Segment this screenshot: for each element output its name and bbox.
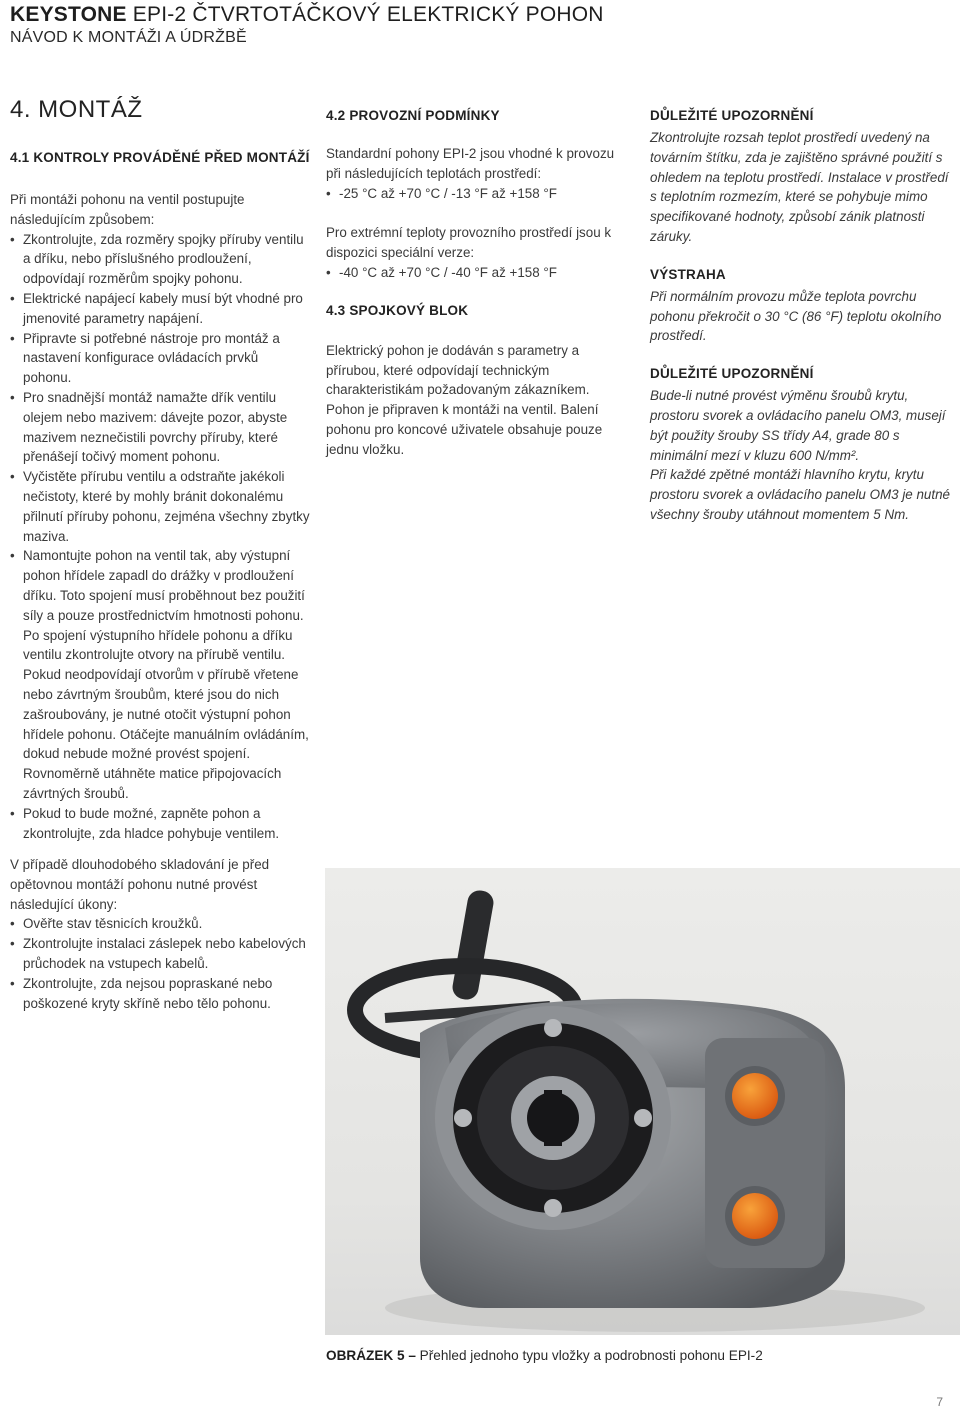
list-item: • Vyčistěte přírubu ventilu a odstraňte jakékoli nečistoty, které by mohly bránit dokonalému přilnutí příruby pohonu, zejména všechny zbytky maziva. bbox=[10, 467, 310, 546]
list-item: • Pro snadnější montáž namažte dřík ventilu olejem nebo mazivem: dávejte pozor, abyste mazivem neznečistili povrchy příruby, které přenášejí točivý moment pohonu. bbox=[10, 388, 310, 467]
actuator-photo bbox=[325, 868, 960, 1335]
figure-caption bbox=[326, 1348, 763, 1363]
brand-name: KEYSTONE bbox=[10, 3, 127, 26]
list-item: • -25 °C až +70 °C / -13 °F až +158 °F bbox=[326, 184, 626, 204]
document-header bbox=[10, 2, 950, 48]
warning-text: Při normálním provozu může teplota povrchu pohonu překročit o 30 °C (86 °F) teplotu okolního prostředí. bbox=[650, 288, 942, 344]
list-item: • Ověřte stav těsnicích kroužků. bbox=[10, 914, 310, 934]
storage-section bbox=[10, 855, 310, 1013]
list-item: • Připravte si potřebné nástroje pro montáž a nastavení konfigurace ovládacích prvků pohonu. bbox=[10, 329, 310, 388]
list-item: • Namontujte pohon na ventil tak, aby výstupní pohon hřídele zapadl do drážky v prodloužení dříku. Toto spojení musí proběhnout bez použití síly a pouze prostřednictvím hmotnosti pohonu. Po spojení výstupního hřídele pohonu a dříku ventilu zkontrolujte otvory na přírubě ventilu. Pokud neodpovídají otvorům v přírubě vřetene nebo závrtným šroubům, které jsou do nich zašroubovány, je nutné otočit výstupní pohon hřídele pohonu. Otáčejte manuálním ovládáním, dokud nebude možné provést spojení. Rovnoměrně utáhněte matice připojovacích závrtných šroubů. bbox=[10, 546, 310, 803]
note-text: Bude-li nutné provést výměnu šroubů krytu, prostoru svorek a ovládacího panelu OM3, musejí být použity šrouby SS třídy A4, grade 80 s minimální mezí v kluzu 600 N/mm². bbox=[650, 388, 946, 463]
list-item: • -40 °C až +70 °C / -40 °F až +158 °F bbox=[326, 263, 626, 283]
actuator-illustration bbox=[325, 868, 960, 1335]
list-item: • Zkontrolujte, zda nejsou popraskané nebo poškozené kryty skříně nebo tělo pohonu. bbox=[10, 974, 310, 1014]
section-4-2-text-1: Standardní pohony EPI-2 jsou vhodné k provozu při následujících teplotách prostředí: bbox=[326, 146, 615, 181]
figure-caption-text: Přehled jednoho typu vložky a podrobnosti pohonu EPI-2 bbox=[415, 1348, 763, 1363]
note-text: Zkontrolujte rozsah teplot prostředí uvedený na továrním štítku, zda je zajištěno správné použití s ohledem na teplotu prostředí. Instalace v prostředí s teplotním rozmezím, které se pohybuje mimo specifikované hodnoty, způsobí zánik platnosti záruky. bbox=[650, 130, 949, 244]
storage-list bbox=[10, 914, 310, 1013]
figure-label: OBRÁZEK 5 – bbox=[326, 1348, 416, 1363]
list-item: • Zkontrolujte, zda rozměry spojky příruby ventilu a dříku, nebo příslušného prodloužení, odpovídají rozměrům spojky pohonu. bbox=[10, 230, 310, 289]
list-item: • Pokud to bude možné, zapněte pohon a zkontrolujte, zda hladce pohybuje ventilem. bbox=[10, 804, 310, 844]
section-title: 4. MONTÁŽ bbox=[10, 96, 143, 123]
page-number: 7 bbox=[936, 1395, 943, 1409]
section-4-1-heading: 4.1 KONTROLY PROVÁDĚNÉ PŘED MONTÁŽÍ bbox=[10, 150, 310, 165]
temperature-list-2 bbox=[326, 263, 626, 283]
section-4-1 bbox=[10, 148, 310, 843]
note-title: DŮLEŽITÉ UPOZORNĚNÍ bbox=[650, 108, 814, 123]
section-4-2-heading: 4.2 PROVOZNÍ PODMÍNKY bbox=[326, 108, 500, 123]
temperature-list-1 bbox=[326, 184, 626, 204]
list-item: • Zkontrolujte instalaci záslepek nebo kabelových průchodek na vstupech kabelů. bbox=[10, 934, 310, 974]
note-text-2: Při každé zpětné montáži hlavního krytu, krytu prostoru svorek a ovládacího panelu OM3 je nutné všechny šrouby utáhnout momentem 5 Nm. bbox=[650, 467, 950, 522]
section-4-1-intro: Při montáži pohonu na ventil postupujte následujícím způsobem: bbox=[10, 192, 245, 227]
section-4-2 bbox=[326, 106, 626, 460]
section-4-3-text: Elektrický pohon je dodáván s parametry a přírubou, které odpovídají technickým charakteristikám požadovaným zákazníkem. Pohon je připraven k montáži na ventil. Balení pohonu pro koncové uživatele obsahuje pouze jednu vložku. bbox=[326, 342, 603, 457]
section-4-3-heading: 4.3 SPOJKOVÝ BLOK bbox=[326, 302, 469, 318]
list-item: • Elektrické napájecí kabely musí být vhodné pro jmenovité parametry napájení. bbox=[10, 289, 310, 329]
section-4-1-list bbox=[10, 230, 310, 844]
product-title: EPI-2 ČTVRTOTÁČKOVÝ ELEKTRICKÝ POHON bbox=[126, 3, 604, 26]
section-4-2-text-2: Pro extrémní teploty provozního prostředí jsou k dispozici speciální verze: bbox=[326, 225, 612, 261]
storage-intro: V případě dlouhodobého skladování je před opětovnou montáží pohonu nutné provést následující úkony: bbox=[10, 857, 270, 912]
warning-title: VÝSTRAHA bbox=[650, 266, 726, 282]
header-title bbox=[10, 2, 950, 28]
header-subtitle: NÁVOD K MONTÁŽI A ÚDRŽBĚ bbox=[10, 29, 247, 46]
notes-column bbox=[650, 106, 955, 525]
note-title: DŮLEŽITÉ UPOZORNĚNÍ bbox=[650, 366, 814, 382]
